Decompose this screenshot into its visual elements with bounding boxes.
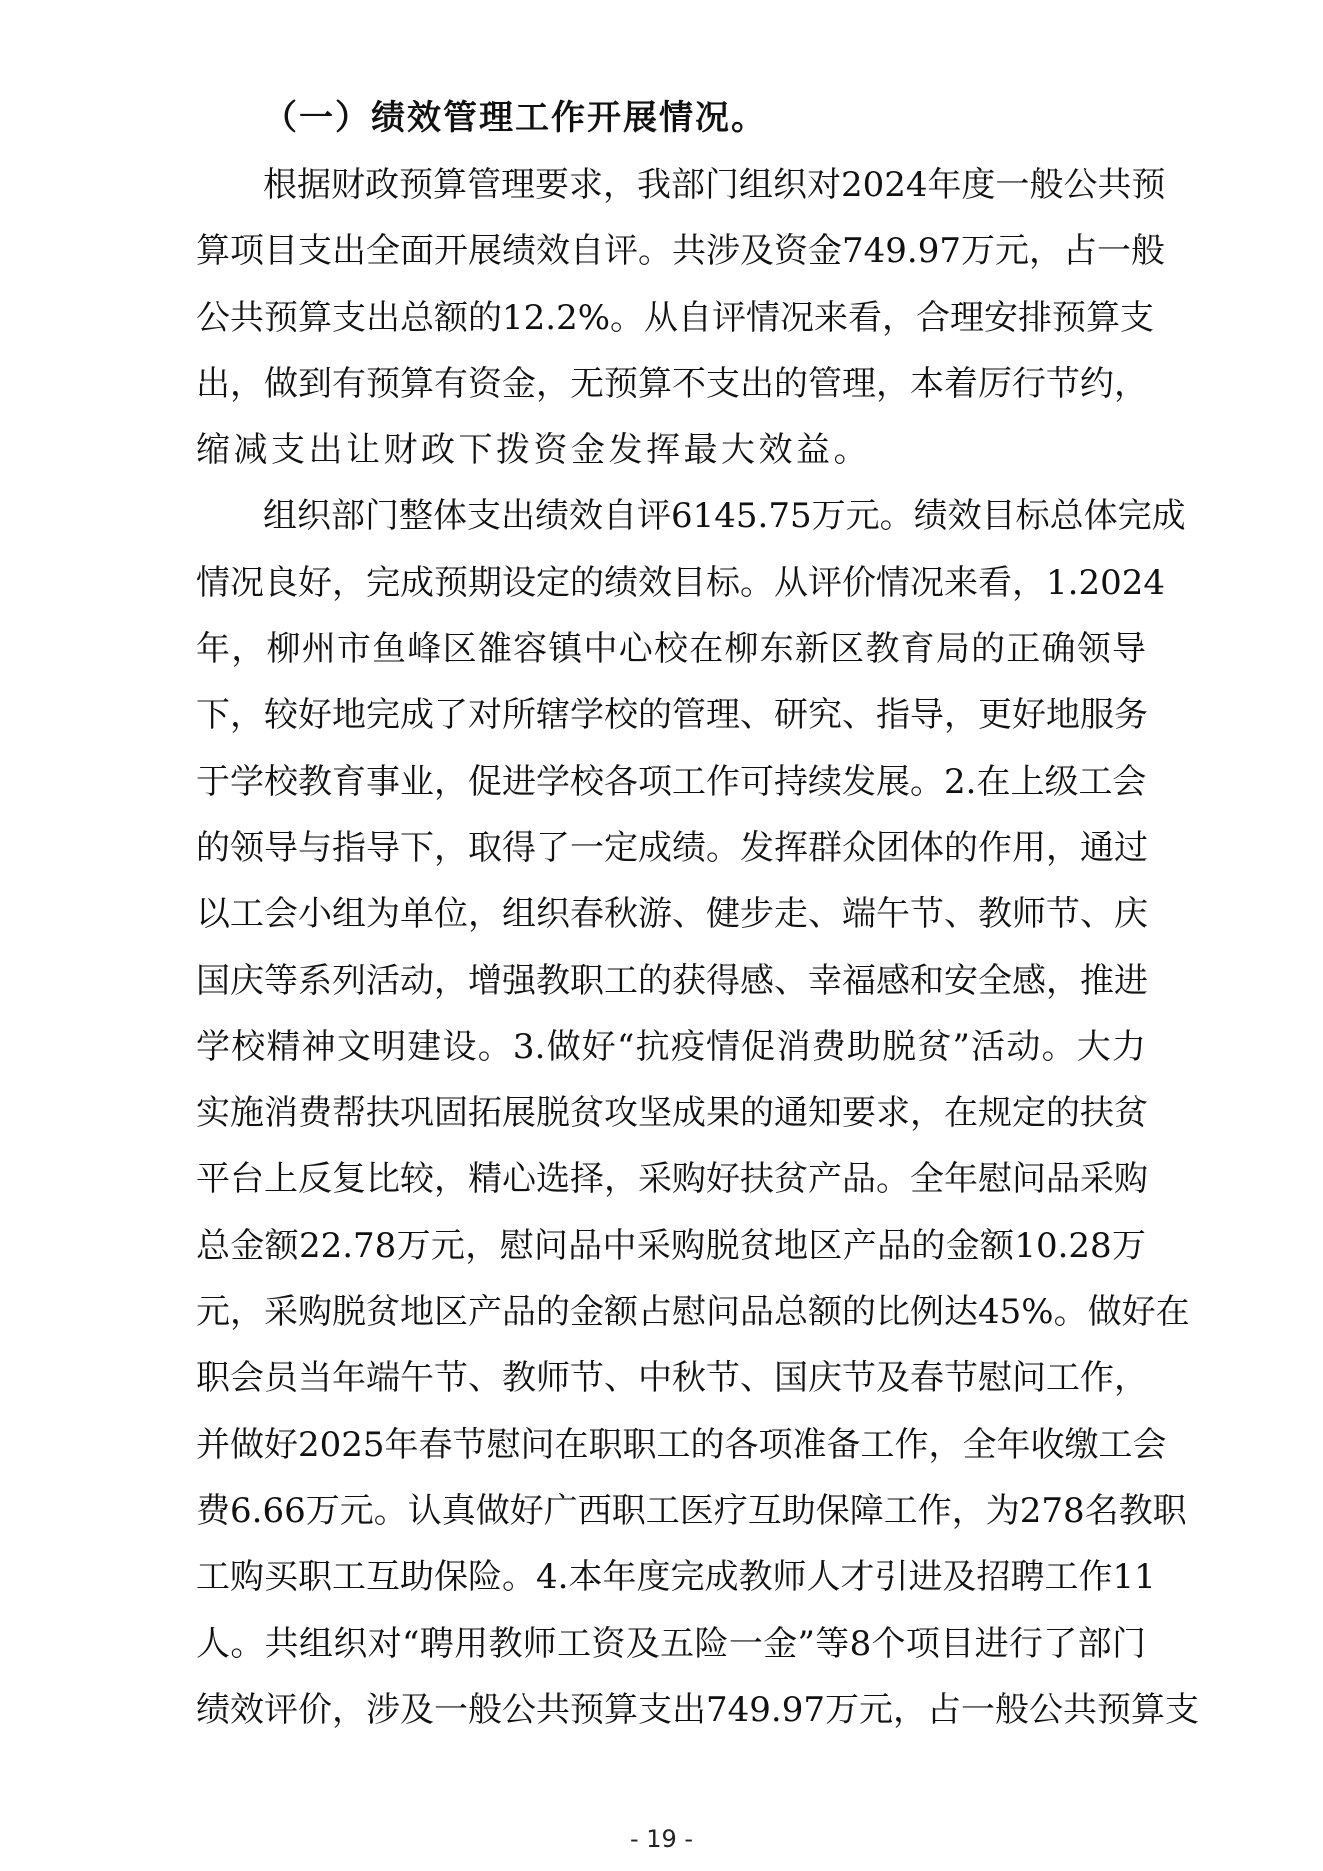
text-line: 下，较好地完成了对所辖学校的管理、研究、指导，更好地服务: [196, 695, 1148, 736]
text-line: 以工会小组为单位，组织春秋游、健步走、端午节、教师节、庆: [196, 894, 1148, 935]
text-line: 年，柳州市鱼峰区雒容镇中心校在柳东新区教育局的正确领导: [196, 629, 1146, 670]
text-line: 并做好2025年春节慰问在职职工的各项准备工作，全年收缴工会: [196, 1424, 1167, 1465]
text-line: 缩减支出让财政下拨资金发挥最大效益。: [196, 430, 871, 471]
text-line: 绩效评价，涉及一般公共预算支出749.97万元，占一般公共预算支: [196, 1689, 1199, 1730]
text-line: 人。共组织对“聘用教师工资及五险一金”等8个项目进行了部门: [196, 1623, 1146, 1664]
page-number: - 19 -: [629, 1825, 694, 1853]
text-line: 实施消费帮扶巩固拓展脱贫攻坚成果的通知要求，在规定的扶贫: [196, 1093, 1148, 1134]
section-heading: （一）绩效管理工作开展情况。: [263, 98, 767, 138]
text-line: 职会员当年端午节、教师节、中秋节、国庆节及春节慰问工作，: [196, 1358, 1148, 1399]
text-line: 情况良好，完成预期设定的绩效目标。从评价情况来看，1.2024: [196, 562, 1165, 603]
text-line: 国庆等系列活动，增强教职工的获得感、幸福感和安全感，推进: [196, 960, 1148, 1001]
text-line: 费6.66万元。认真做好广西职工医疗互助保障工作，为278名教职: [196, 1490, 1187, 1531]
text-line: 于学校教育事业，促进学校各项工作可持续发展。2.在上级工会: [196, 761, 1147, 802]
text-line: 元，采购脱贫地区产品的金额占慰问品总额的比例达45%。做好在: [196, 1292, 1190, 1333]
text-line: 的领导与指导下，取得了一定成绩。发挥群众团体的作用，通过: [196, 827, 1148, 868]
body-text: [196, 152, 1199, 1743]
text-line: 学校精神文明建设。3.做好“抗疫情促消费助脱贫”活动。大力: [196, 1026, 1146, 1067]
text-line: 总金额22.78万元，慰问品中采购脱贫地区产品的金额10.28万: [196, 1225, 1146, 1266]
text-line: 公共预算支出总额的12.2%。从自评情况来看，合理安排预算支: [196, 297, 1155, 338]
text-line: 算项目支出全面开展绩效自评。共涉及资金749.97万元，占一般: [196, 231, 1165, 272]
text-line: 出，做到有预算有资金，无预算不支出的管理，本着厉行节约，: [196, 363, 1148, 404]
text-line: 平台上反复比较，精心选择，采购好扶贫产品。全年慰问品采购: [196, 1159, 1148, 1200]
text-line: 根据财政预算管理要求，我部门组织对2024年度一般公共预: [263, 165, 1166, 205]
text-line: 工购买职工互助保险。4.本年度完成教师人才引进及招聘工作11: [196, 1557, 1156, 1598]
text-line: 组织部门整体支出绩效自评6145.75万元。绩效目标总体完成: [263, 496, 1186, 537]
